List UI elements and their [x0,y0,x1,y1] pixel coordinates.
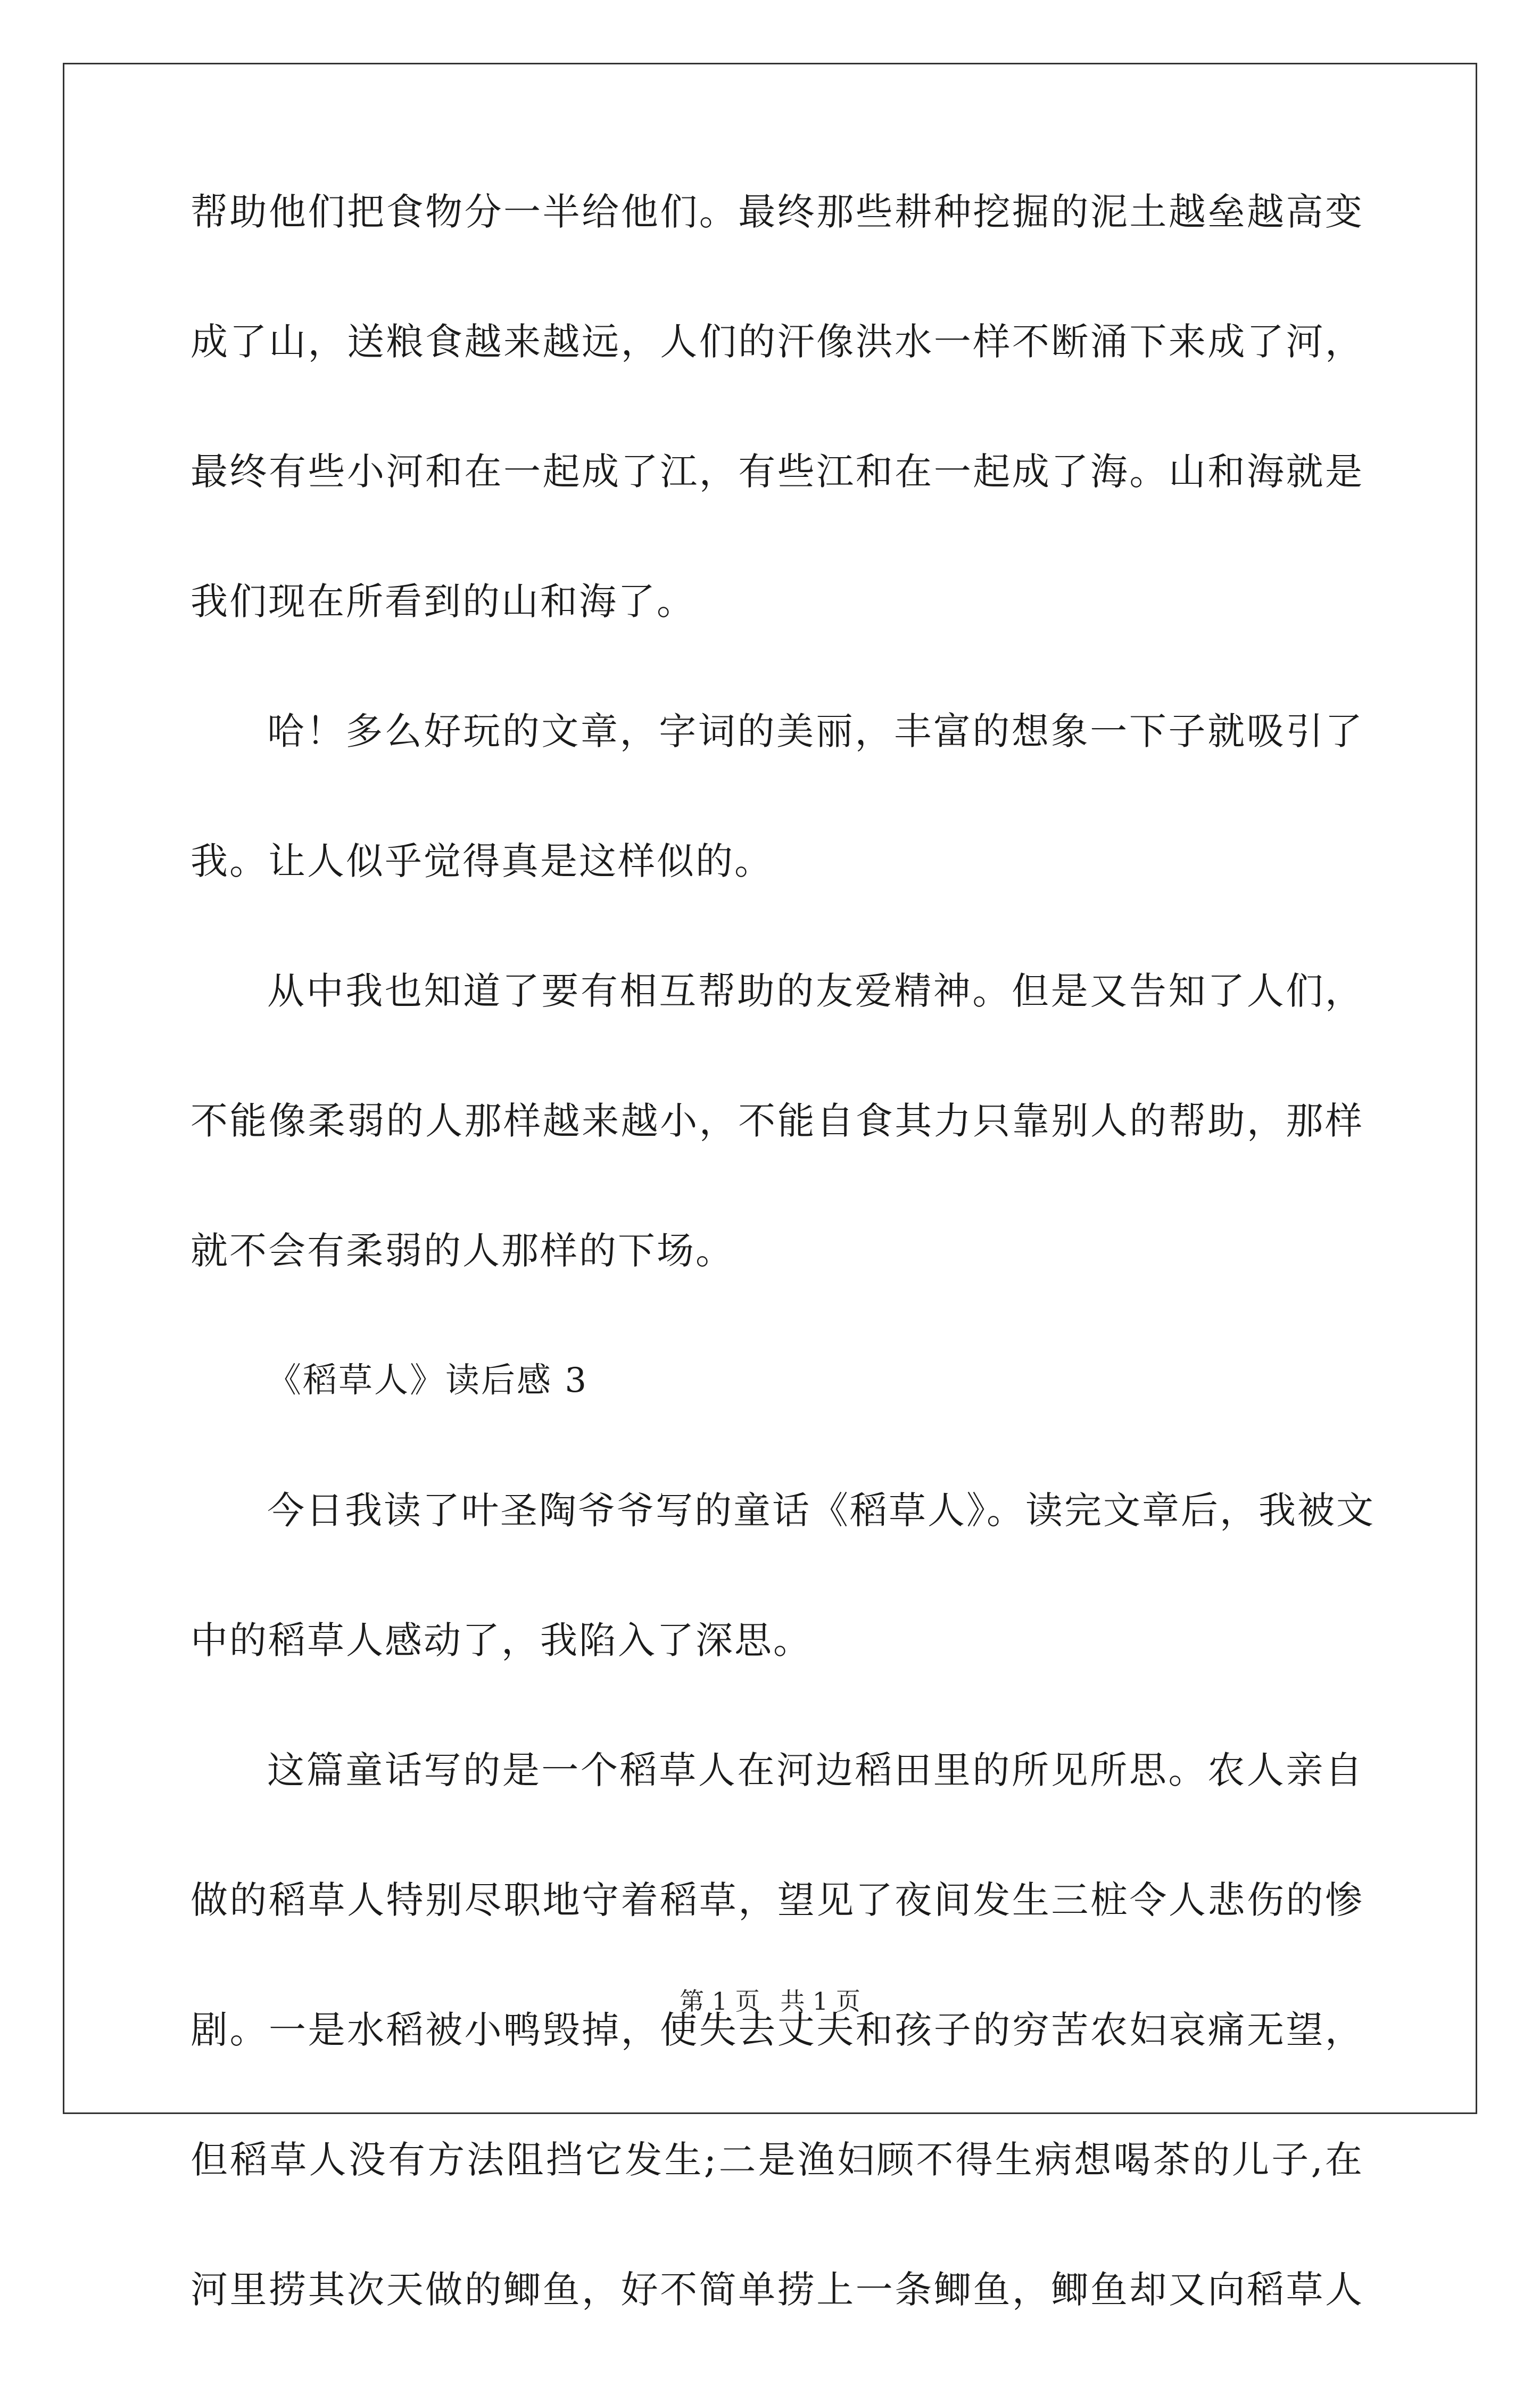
document-body [191,186,1375,2394]
text-line: 哈！多么好玩的文章，字词的美丽，丰富的想象一下子就吸引了 [267,709,1364,753]
page-number: 第 1 页 [680,1987,760,2016]
text-line: 剧。一是水稻被小鸭毁掉，使失去丈夫和孩子的穷苦农妇哀痛无望， [191,2008,1364,2052]
section-heading: 《稻草人》读后感 3 [267,1361,589,1400]
text-line: 但稻草人没有方法阻挡它发生;二是渔妇顾不得生病想喝茶的儿子,在 [191,2138,1364,2182]
text-line: 成了山，送粮食越来越远，人们的汗像洪水一样不断涌下来成了河， [191,320,1364,364]
text-line: 今日我读了叶圣陶爷爷写的童话《稻草人》。读完文章后，我被文 [267,1489,1375,1532]
text-line: 我。让人似乎觉得真是这样似的。 [191,839,773,883]
text-line: 这篇童话写的是一个稻草人在河边稻田里的所见所思。农人亲自 [267,1748,1364,1792]
page-total: 共 1 页 [780,1987,860,2016]
text-line: 最终有些小河和在一起成了江，有些江和在一起成了海。山和海就是 [191,450,1364,493]
page-footer [0,1985,1540,2017]
text-line: 我们现在所看到的山和海了。 [191,580,696,623]
text-line: 帮助他们把食物分一半给他们。最终那些耕种挖掘的泥土越垒越高变 [191,190,1364,234]
text-line: 做的稻草人特别尽职地守着稻草，望见了夜间发生三桩令人悲伤的惨 [191,1878,1364,1922]
text-line: 中的稻草人感动了，我陷入了深思。 [191,1619,812,1662]
text-line: 河里捞其次天做的鲫鱼，好不简单捞上一条鲫鱼，鲫鱼却又向稻草人 [191,2268,1364,2312]
text-line: 不能像柔弱的人那样越来越小，不能自食其力只靠别人的帮助，那样 [191,1099,1364,1143]
text-line: 从中我也知道了要有相互帮助的友爱精神。但是又告知了人们， [267,969,1364,1013]
text-line: 就不会有柔弱的人那样的下场。 [191,1229,734,1273]
